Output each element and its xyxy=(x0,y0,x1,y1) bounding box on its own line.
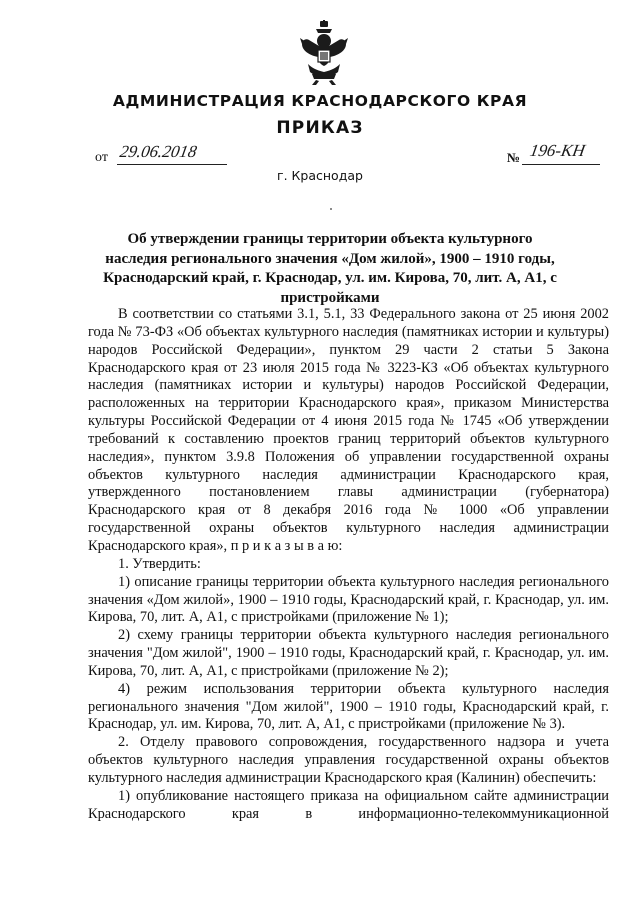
date-label: от xyxy=(95,150,108,165)
handwritten-number: 196-КН xyxy=(528,141,587,160)
item-1: 1. Утвердить: xyxy=(118,555,201,572)
item-1-1: 1) описание границы территории объекта культурного наследия регионального значения «Дом жилой», 1900 – 1910 годы, Краснодарский край, г. Краснодар, ул. им. Кирова, 70, лит. А, А1, с пристройками (приложение № 1); xyxy=(88,573,609,626)
city-label: г. Краснодар xyxy=(277,168,363,183)
handwritten-date: 29.06.2018 xyxy=(118,142,199,161)
item-2: 2. Отделу правового сопровождения, государственного надзора и учета объектов культурного наследия управления государственной охраны объектов культурного наследия администрации Краснодарского края (Калинин) обеспечить: xyxy=(88,734,609,786)
document-type: ПРИКАЗ xyxy=(276,118,364,138)
item-1-4: 4) режим использования территории объекта культурного наследия регионального значения "Дом жилой", 1900 – 1910 годы, Краснодарский край, г. Краснодар, ул. им. Кирова, 70, лит. А, А1, с пристройками (приложение № 3). xyxy=(88,680,609,733)
separator-dot xyxy=(330,208,332,210)
order-body xyxy=(88,306,609,823)
intro-paragraph: В соответствии со статьями 3.1, 5.1, 33 Федерального закона от 25 июня 2002 года № 73-ФЗ «Об объектах культурного наследия (памятниках истории и культуры) народов Российской Федерации», пунктом 29 части 2 статьи 5 Закона Краснодарского края от 23 июля 2015 года № 3223-КЗ «Об объектах культурного наследия (памятниках истории и культуры) народов Российской Федерации, расположенных на территории Краснодарского края», приказом Министерства культуры Российской Федерации от 4 июня 2015 года № 1745 «Об утверждении требований к составлению проектов границ территорий объектов культурного наследия», пунктом 3.9.8 Положения об управлении государственной охраны объектов культурного наследия администрации Краснодарского края, утвержденного постановлением главы администрации (губернатора) Краснодарского края от 8 декабря 2016 года № 1000 «Об управлении государственной охраны объектов культурного наследия администрации Краснодарского края», п р и к а з ы в а ю: xyxy=(88,306,609,554)
coat-of-arms-emblem xyxy=(296,20,352,86)
item-1-2: 2) схему границы территории объекта культурного наследия регионального значения "Дом жилой", 1900 – 1910 годы, Краснодарский край, г. Краснодар, ул. им. Кирова, 70, лит. А, А1, с пристройками (приложение № 2); xyxy=(88,627,609,679)
number-label: № xyxy=(507,150,521,165)
item-2-1: 1) опубликование настоящего приказа на официальном сайте администрации Краснодарского края в информационно-телекоммуникационной xyxy=(88,787,609,822)
organization-title: АДМИНИСТРАЦИЯ КРАСНОДАРСКОГО КРАЯ xyxy=(112,92,528,110)
order-title: Об утверждении границы территории объекта культурного наследия регионального значения «Дом жилой», 1900 – 1910 годы, Краснодарский край, г. Краснодар, ул. им. Кирова, 70, лит. А, А1, с пристройками xyxy=(103,231,557,306)
